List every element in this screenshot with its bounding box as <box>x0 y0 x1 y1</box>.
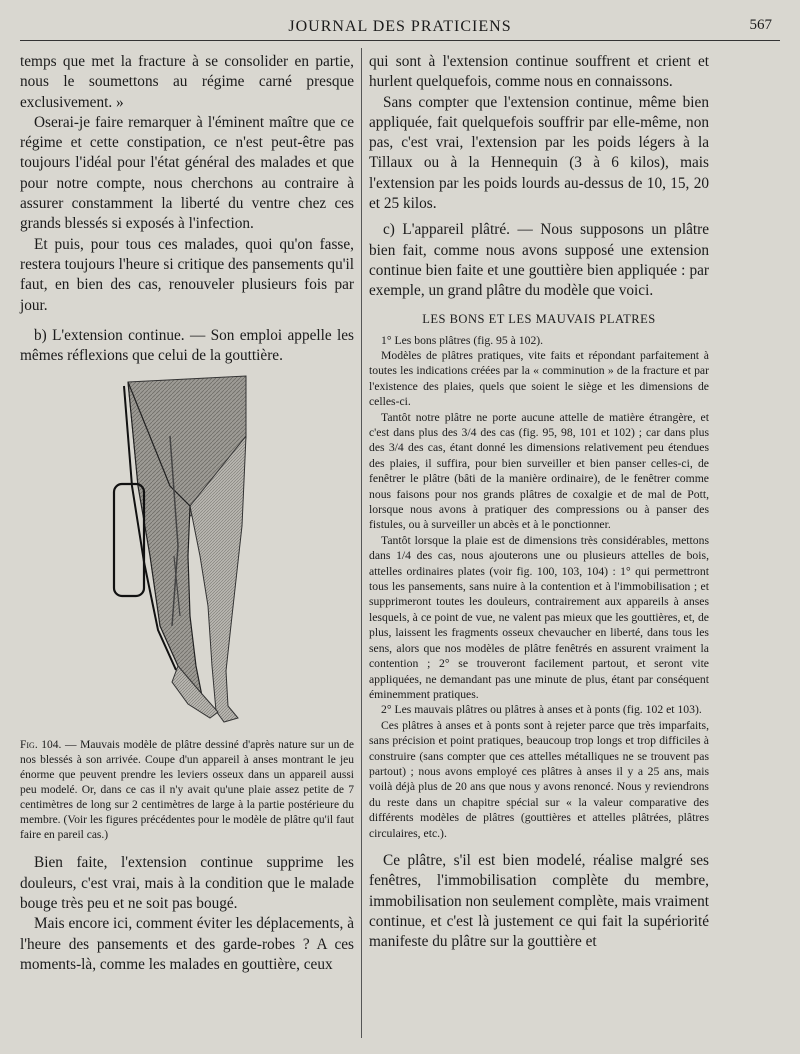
running-header <box>20 14 780 41</box>
section-title: LES BONS ET LES MAUVAIS PLATRES <box>422 311 656 326</box>
subsection-heading: 1° Les bons plâtres (fig. 95 à 102). <box>381 333 544 347</box>
paragraph: Sans compter que l'extension continue, même bien appliquée, fait quelquefois souffrir par elle-même, non pas, c'est vrai, l'extension par les poids légers à la Tillaux ou à la Hennequin (3 à 6 kilos), mais l'extension par les poids lourds au-dessus de 10, 15, 20 et 25 kilos. <box>369 93 709 213</box>
paragraph: Mais encore ici, comment éviter les déplacements, à l'heure des pansements et des garde-robes ? A ces moments-là, comme les malades en gouttière, ceux <box>20 915 354 973</box>
section-paragraph-extension: b) L'extension continue. — Son emploi appelle les mêmes réflexions que celui de la gouttière. <box>20 326 354 365</box>
paragraph: Bien faite, l'extension continue supprime les douleurs, c'est vrai, mais à la condition que le malade bouge très peu et ne soit pas bougé. <box>20 854 354 913</box>
page-number: 567 <box>749 17 772 33</box>
paragraph: Tantôt notre plâtre ne porte aucune attelle de matière étrangère, et c'est dans plus des 3/4 des cas (fig. 95, 98, 101 et 102) ; car dans plus des 3/4 des cas, étant donné les dimensions relativement peu étendues des plaies, il suffira, pour bien surveiller et bien panser celles-ci, de fenêtrer le plâtre (bâti de la manière ordinaire), de le fenêtrer comme nous faisons pour nos grands plâtres de coxalgie et de mal de Pott, lorsque nous avons à pratiquer des compressions ou à panser des fistules, ou à surveiller un abcès et à le ponctionner. <box>369 410 709 532</box>
section-paragraph-platre: c) L'appareil plâtré. — Nous supposons un plâtre bien fait, comme nous avons supposé une extension continue bien faite et une gouttière bien appliquée : par exemple, un grand plâtre du modèle que voici. <box>369 221 709 300</box>
figure-caption <box>20 738 354 843</box>
left-column <box>20 52 354 975</box>
paragraph: Et puis, pour tous ces malades, quoi qu'on fasse, restera toujours l'heure si critique des pansements qu'il faut, en bien des cas, renouveler plusieurs fois par jour. <box>20 235 354 314</box>
column-divider <box>361 48 362 1038</box>
paragraph: Ce plâtre, s'il est bien modelé, réalise malgré ses fenêtres, l'immobilisation complète du membre, immobilisation non seulement complète, mais vraiment continue, et c'est là justement ce qui fait la supériorité manifeste du plâtre sur la gouttière et <box>369 851 709 951</box>
paragraph: temps que met la fracture à se consolider en partie, nous le soumettons au régime carné presque exclusivement. » <box>20 53 354 111</box>
figure-104 <box>20 366 354 738</box>
leg-cast-illustration <box>20 366 354 738</box>
paragraph: qui sont à l'extension continue souffrent et crient et hurlent quelquefois, comme nous en connaissons. <box>369 53 709 91</box>
paragraph: Oserai-je faire remarquer à l'éminent maître que ce régime et cette constipation, ce n'est peut-être pas toujours l'idéal pour l'état général des malades et que pour notre compte, nous cherchons au contraire à assurer constamment la liberté du ventre chez ces grands blessés si exposés à l'infection. <box>20 113 354 233</box>
paragraph: Ces plâtres à anses et à ponts sont à rejeter parce que très imparfaits, sans précision et point pratiques, beaucoup trop longs et trop difficiles à construire (sans compter que ces attelles métalliques ne se trouvent pas partout) ; nous avons employé ces plâtres à anses il y a 25 ans, mais voilà déjà plus de 20 ans que nous y avons renoncé. Nous y reviendrons du reste dans un chapitre spécial sur « la valeur comparative des différents modèles de plâtres (gouttières et attelles plâtrées, plâtres circulaires, etc.). <box>369 718 709 840</box>
paragraph: Modèles de plâtres pratiques, vite faits et répondant parfaitement à toutes les indications créées par la « comminution » de la fracture et par l'existence des plaies, quels que soient le siège et les dimensions de celles-ci. <box>369 348 709 409</box>
paragraph: Tantôt lorsque la plaie est de dimensions très considérables, mettons dans 1/4 des cas, nous ajouterons une ou plusieurs attelles de bois, attelles ordinaires plates (voir fig. 100, 103, 104) : 1° qui permettront tous les pansements, sans nuire à la contention et à l'immobilisation ; et supprimeront toutes les douleurs, contrairement aux appareils à anses lesquels, à ce point de vue, ne valent pas mieux que les gouttières, et, de plus, laissent les fragments osseux chevaucher en liberté, dans tous les sens, alors que nos modèles de plâtre fenêtrés en assurent vraiment la contention ; 2° se trouveront facilement partout, et seront vite appliquées, ne demandant pas une minute de plus, étant par conséquent éminemment pratiques. <box>369 533 709 701</box>
caption-label: Fig. 104. <box>20 739 62 752</box>
caption-text: — Mauvais modèle de plâtre dessiné d'après nature sur un de nos blessés à son arrivée. Coupe d'un appareil à anses montrant le jeu énorme que peuvent prendre les leviers osseux dans un appareil aussi peu modelé. Or, dans ce cas il n'y avait qu'une plaie assez petite de 7 centimètres de long sur 2 centimètres de large à la partie postérieure du membre. (Voir les figures précédentes pour le modèle de plâtre qu'il faut faire en pareil cas.) <box>20 739 354 842</box>
right-column <box>369 52 709 952</box>
journal-title: JOURNAL DES PRATICIENS <box>288 18 512 35</box>
subsection-heading: 2° Les mauvais plâtres ou plâtres à anses et à ponts (fig. 102 et 103). <box>381 703 702 717</box>
